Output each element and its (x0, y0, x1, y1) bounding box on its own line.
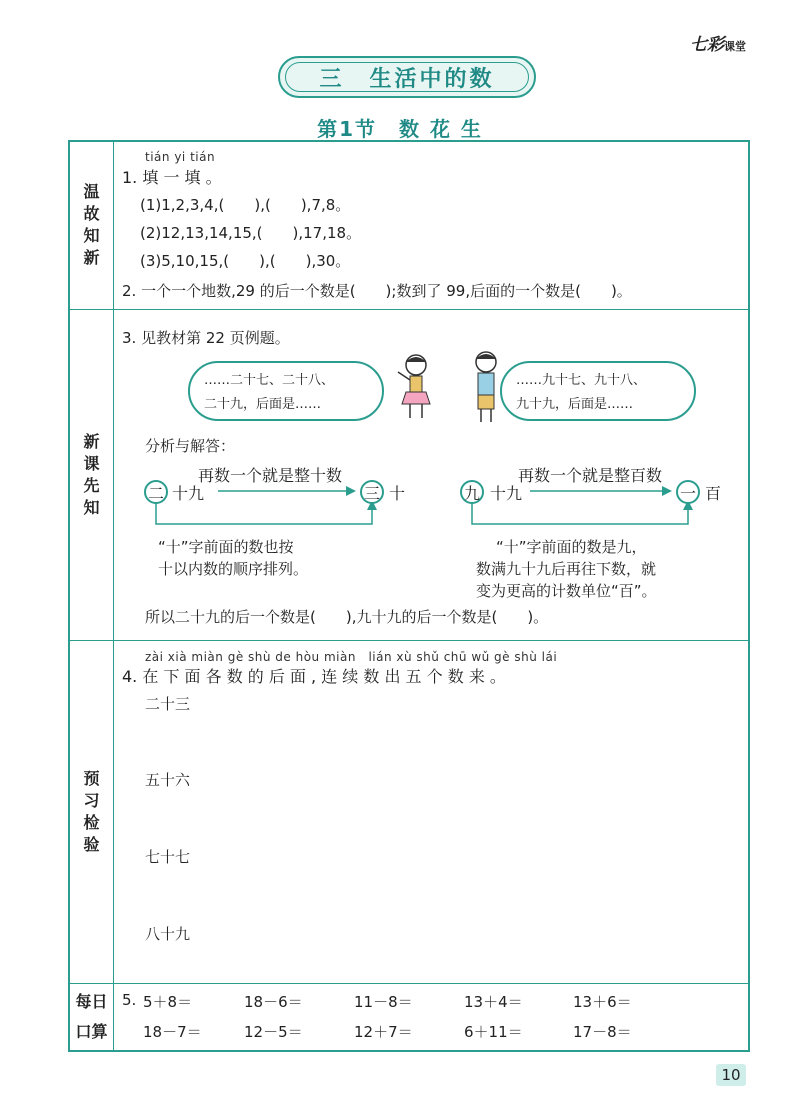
brand-sub: 课堂 (724, 40, 746, 53)
brand-main: 七彩 (690, 35, 724, 55)
q5-r2-4: 6＋11＝ (464, 1023, 523, 1041)
q1-pinyin: tián yi tián (145, 150, 216, 164)
side-label-preview (70, 641, 113, 983)
q1-item-1: (1)1,2,3,4,( ),( ),7,8。 (140, 196, 351, 214)
right-to-circle: 一 (676, 480, 700, 504)
right-from-rest: 十九 (490, 484, 523, 503)
right-note-line-3: 变为更高的计数单位“百”。 (476, 582, 657, 600)
side-label-newlesson (70, 310, 113, 640)
left-from-circle: 二 (144, 480, 168, 504)
bubble-right-line-1: ……九十七、九十八、 (516, 373, 647, 388)
q3-conclusion: 所以二十九的后一个数是( ),九十九的后一个数是( )。 (145, 608, 549, 626)
right-arrow-label: 再数一个就是整百数 (518, 466, 663, 485)
row-divider-3 (68, 983, 750, 984)
left-to-rest: 十 (389, 484, 406, 503)
q1-title: 1. 填 一 填 。 (122, 168, 222, 187)
left-to-circle: 三 (360, 480, 384, 504)
q5-r1-4: 13＋4＝ (464, 993, 523, 1011)
q5-r2-5: 17－8＝ (573, 1023, 632, 1041)
speech-bubble-left (188, 361, 384, 421)
bubble-right-line-2: 九十九，后面是…… (516, 397, 634, 412)
girl-illustration (392, 352, 440, 422)
side-label-review-text: 温故知新 (83, 182, 100, 267)
section-title: 第1节 数 花 生 (317, 117, 483, 141)
left-note-line-1: “十”字前面的数也按 (158, 538, 294, 556)
q2-text: 2. 一个一个地数,29 的后一个数是( );数到了 99,后面的一个数是( )。 (122, 282, 632, 300)
right-from-circle: 九 (460, 480, 484, 504)
right-note-line-2: 数满九十九后再往下数，就 (476, 560, 657, 578)
q5-r1-5: 13＋6＝ (573, 993, 632, 1011)
side-label-daily-text: 每日口算 (75, 992, 108, 1041)
bubble-left-line-2: 二十九，后面是…… (204, 397, 322, 412)
analysis-label: 分析与解答： (145, 437, 236, 455)
q4-number-2: 五十六 (145, 771, 191, 789)
chapter-title-box (278, 56, 536, 98)
left-note (158, 536, 308, 580)
row-divider-2 (68, 640, 750, 641)
left-note-line-2: 十以内数的顺序排列。 (158, 560, 309, 578)
q4-number-4: 八十九 (145, 925, 191, 943)
q5-r2-1: 18－7＝ (143, 1023, 202, 1041)
page-number: 10 (716, 1064, 746, 1086)
brand-logo (690, 30, 746, 55)
q5-r1-1: 5＋8＝ (143, 993, 193, 1011)
right-note-line-1: “十”字前面的数是九， (496, 538, 647, 556)
right-note (476, 536, 657, 602)
side-label-review (70, 141, 113, 309)
q5-r2-2: 12－5＝ (244, 1023, 303, 1041)
q4-pinyin: zài xià miàn gè shù de hòu miàn lián xù shǔ chū wǔ gè shù lái (145, 650, 558, 664)
side-label-daily (70, 984, 113, 1050)
left-arrow-label: 再数一个就是整十数 (198, 466, 343, 485)
q5-r1-2: 18－6＝ (244, 993, 303, 1011)
q5-r1-3: 11－8＝ (354, 993, 413, 1011)
q1-item-2: (2)12,13,14,15,( ),17,18。 (140, 224, 362, 242)
speech-bubble-right (500, 361, 696, 421)
q4-title: 4. 在 下 面 各 数 的 后 面 , 连 续 数 出 五 个 数 来 。 (122, 667, 506, 686)
row-divider-1 (68, 309, 750, 310)
side-column-divider (113, 140, 114, 1052)
q1-item-3: (3)5,10,15,( ),( ),30。 (140, 252, 351, 270)
q5-label: 5. (122, 991, 137, 1009)
q5-r2-3: 12＋7＝ (354, 1023, 413, 1041)
side-label-preview-text: 预习检验 (83, 769, 100, 854)
q4-number-3: 七十七 (145, 848, 191, 866)
q3-title: 3. 见教材第 22 页例题。 (122, 329, 290, 347)
left-from-rest: 十九 (172, 484, 205, 503)
q4-number-1: 二十三 (145, 695, 191, 713)
chapter-title: 三 生活中的数 (285, 62, 529, 92)
right-to-rest: 百 (705, 484, 722, 503)
side-label-newlesson-text: 新课先知 (83, 432, 100, 517)
bubble-left-line-1: ……二十七、二十八、 (204, 373, 335, 388)
